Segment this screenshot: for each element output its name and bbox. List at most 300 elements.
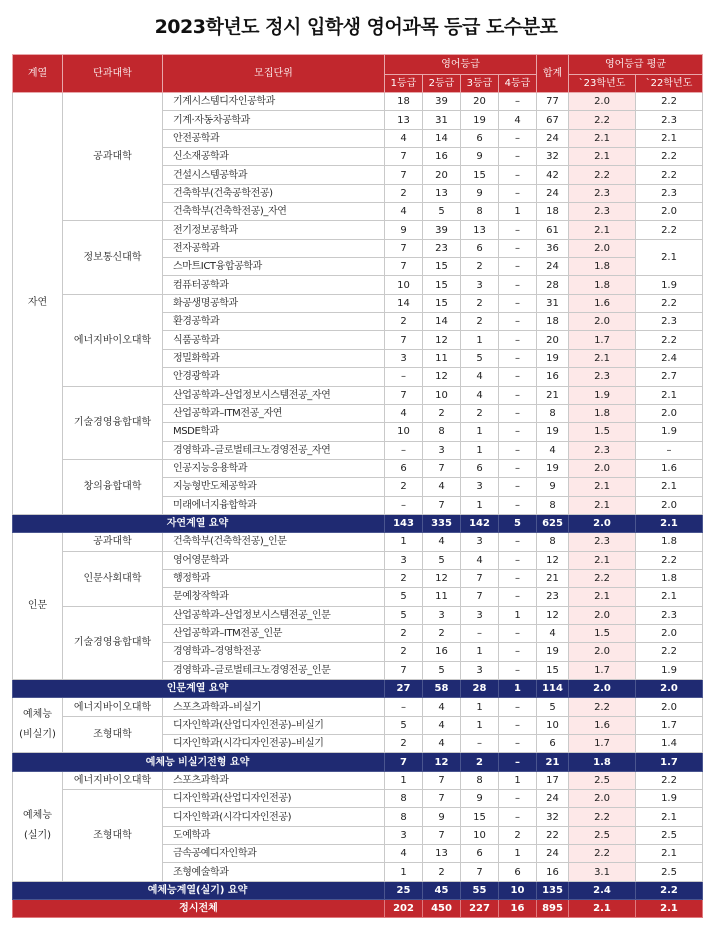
average-2023: 2.0 [569,239,636,257]
grade1-count: – [385,698,423,716]
header-average: 영어등급 평균 [569,55,703,75]
grade4-count: – [499,294,537,312]
unit-name: 경영학과–글로벌테크노경영전공_자연 [163,441,385,459]
grade1-count: 7 [385,148,423,166]
grade2-count: 11 [423,588,461,606]
sum-count: 32 [537,148,569,166]
sum-count: 24 [537,129,569,147]
average-2023: 2.5 [569,771,636,789]
grade1-count: 7 [385,386,423,404]
grade4-count: 1 [499,203,537,221]
grade1-count: 3 [385,551,423,569]
grade3-count: – [461,624,499,642]
grade3-count: 2 [461,313,499,331]
unit-name: 스마트ICT융합공학과 [163,258,385,276]
sum-count: 22 [537,826,569,844]
grade1-count: 202 [385,900,423,918]
grade1-count: 1 [385,533,423,551]
average-2022: 2.1 [636,239,703,276]
unit-name: 디자인학과(산업디자인전공) [163,790,385,808]
grade1-count: 13 [385,111,423,129]
summary-label: 정시전체 [13,900,385,918]
average-2023: 2.1 [569,148,636,166]
grade4-count: – [499,129,537,147]
sum-count: 625 [537,514,569,532]
group-label [13,698,63,753]
unit-name: 경영학과–글로벌테크노경영전공_인문 [163,661,385,679]
sum-count: 21 [537,569,569,587]
grade3-count: 8 [461,771,499,789]
average-2023: 2.0 [569,606,636,624]
average-2022: 2.1 [636,845,703,863]
grade4-count: – [499,404,537,422]
grade1-count: 8 [385,808,423,826]
header-sum: 합계 [537,55,569,93]
header-grade1: 1등급 [385,75,423,93]
average-2023: 1.8 [569,753,636,771]
grade4-count: 10 [499,881,537,899]
grade3-count: 6 [461,459,499,477]
grade3-count: 3 [461,478,499,496]
sum-count: 24 [537,845,569,863]
average-2023: 2.1 [569,221,636,239]
grade3-count: 9 [461,148,499,166]
unit-name: 스포츠과학과–비실기 [163,698,385,716]
grade4-count: – [499,716,537,734]
sum-count: 20 [537,331,569,349]
grade1-count: 18 [385,93,423,111]
grade4-count: – [499,423,537,441]
unit-name: 디자인학과(산업디자인전공)–비실기 [163,716,385,734]
college-label: 조형대학 [63,716,163,753]
grade3-count: 3 [461,276,499,294]
grade2-count: 3 [423,606,461,624]
grade2-count: 7 [423,826,461,844]
unit-name: 전기정보공학과 [163,221,385,239]
grade3-count: 1 [461,423,499,441]
college-label: 에너지바이오대학 [63,771,163,789]
grade4-count: – [499,368,537,386]
unit-name: 정밀화학과 [163,349,385,367]
average-2023: 2.0 [569,459,636,477]
sum-count: 18 [537,203,569,221]
summary [13,680,703,698]
header-grade3: 3등급 [461,75,499,93]
college-label: 에너지바이오대학 [63,294,163,386]
grade1-count: 2 [385,313,423,331]
sum-count: 16 [537,368,569,386]
grade4-count: – [499,258,537,276]
average-2023: 1.5 [569,423,636,441]
average-2023: 3.1 [569,863,636,881]
average-2022: 2.1 [636,129,703,147]
grade2-count: 58 [423,680,461,698]
grade4-count: – [499,239,537,257]
grade2-count: 12 [423,569,461,587]
grade3-count: 4 [461,551,499,569]
sum-count: 42 [537,166,569,184]
grade2-count: 16 [423,643,461,661]
grade3-count: 8 [461,203,499,221]
grade3-count: 15 [461,166,499,184]
unit-name: 신소재공학과 [163,148,385,166]
average-2023: 2.4 [569,881,636,899]
grade2-count: 15 [423,276,461,294]
average-2022: 1.8 [636,569,703,587]
average-2023: 2.3 [569,533,636,551]
average-2023: 2.0 [569,680,636,698]
grade4-count: 1 [499,771,537,789]
average-2023: 1.8 [569,404,636,422]
grade3-count: 3 [461,606,499,624]
table-row [13,790,703,808]
grade2-count: 13 [423,184,461,202]
grade3-count: 9 [461,790,499,808]
group-label: 인문 [13,533,63,680]
sum-count: 36 [537,239,569,257]
average-2022: 1.8 [636,533,703,551]
average-2022: 2.0 [636,404,703,422]
grade2-count: 3 [423,441,461,459]
grade1-count: 2 [385,569,423,587]
grade1-count: 7 [385,331,423,349]
grade2-count: 45 [423,881,461,899]
header-group: 계열 [13,55,63,93]
grade2-count: 12 [423,331,461,349]
sum-count: 5 [537,698,569,716]
summary-label: 예체능 비실기전형 요약 [13,753,385,771]
college-label: 조형대학 [63,790,163,882]
grade1-count: 7 [385,166,423,184]
grade4-count: – [499,790,537,808]
grade4-count: – [499,808,537,826]
grade1-count: 10 [385,276,423,294]
header-year-2023: `23학년도 [569,75,636,93]
unit-name: MSDE학과 [163,423,385,441]
summary-label: 자연계열 요약 [13,514,385,532]
grade3-count: 7 [461,863,499,881]
grade4-count: – [499,331,537,349]
average-2023: 2.5 [569,826,636,844]
group-label [13,771,63,881]
sum-count: 28 [537,276,569,294]
average-2022: 2.2 [636,93,703,111]
grade2-count: 23 [423,239,461,257]
grade3-count: 6 [461,845,499,863]
sum-count: 114 [537,680,569,698]
sum-count: 6 [537,735,569,753]
grade2-count: 5 [423,661,461,679]
average-2023: 2.2 [569,808,636,826]
unit-name: 산업공학과–ITM전공_인문 [163,624,385,642]
sum-count: 61 [537,221,569,239]
college-label: 기술경영융합대학 [63,386,163,459]
grade4-count: – [499,588,537,606]
average-2022: 2.2 [636,221,703,239]
grade3-count: 10 [461,826,499,844]
grade1-count: 1 [385,771,423,789]
average-2023: 2.1 [569,551,636,569]
average-2023: 2.0 [569,313,636,331]
grade2-count: 15 [423,294,461,312]
sum-count: 67 [537,111,569,129]
grade2-count: 14 [423,313,461,331]
sum-count: 15 [537,661,569,679]
grade3-count: 55 [461,881,499,899]
unit-name: 문예창작학과 [163,588,385,606]
table-row [13,771,703,789]
average-2022: 1.4 [636,735,703,753]
average-2023: 2.2 [569,111,636,129]
grade1-count: 2 [385,624,423,642]
grade4-count: – [499,148,537,166]
college-label: 정보통신대학 [63,221,163,294]
grade1-count: 2 [385,184,423,202]
average-2023: 2.0 [569,514,636,532]
summary [13,753,703,771]
unit-name: 컴퓨터공학과 [163,276,385,294]
average-2022: 2.2 [636,643,703,661]
grade1-count: 7 [385,753,423,771]
sum-count: 8 [537,533,569,551]
average-2023: 1.6 [569,294,636,312]
table-row [13,93,703,111]
sum-count: 21 [537,386,569,404]
average-2022: – [636,441,703,459]
average-2022: 2.3 [636,184,703,202]
grade2-count: 4 [423,698,461,716]
sum-count: 32 [537,808,569,826]
grade4-count: 5 [499,514,537,532]
unit-name: 지능형반도체공학과 [163,478,385,496]
sum-count: 77 [537,93,569,111]
average-2022: 2.2 [636,551,703,569]
sum-count: 19 [537,459,569,477]
grade4-count: – [499,313,537,331]
average-2023: 1.6 [569,716,636,734]
grade4-count: – [499,551,537,569]
grade1-count: 27 [385,680,423,698]
grade3-count: 1 [461,698,499,716]
average-2022: 2.5 [636,826,703,844]
grade2-count: 39 [423,221,461,239]
sum-count: 12 [537,551,569,569]
grade2-count: 7 [423,771,461,789]
average-2022: 2.1 [636,808,703,826]
table-row [13,386,703,404]
grade1-count: 9 [385,221,423,239]
grade1-count: 4 [385,129,423,147]
unit-name: 전자공학과 [163,239,385,257]
grade2-count: 4 [423,716,461,734]
average-2022: 1.9 [636,423,703,441]
grade3-count: 4 [461,368,499,386]
table-row [13,221,703,239]
sum-count: 4 [537,624,569,642]
header-english-grade: 영어등급 [385,55,537,75]
grade1-count: 4 [385,203,423,221]
grade4-count: – [499,386,537,404]
table-row [13,698,703,716]
grade3-count: 19 [461,111,499,129]
average-2022: 1.7 [636,716,703,734]
grade2-count: 31 [423,111,461,129]
grade3-count: 2 [461,294,499,312]
unit-name: 미래에너지융합학과 [163,496,385,514]
average-2023: 2.1 [569,349,636,367]
table-row [13,716,703,734]
sum-count: 8 [537,496,569,514]
average-2023: 2.0 [569,643,636,661]
grade4-count: – [499,441,537,459]
table-row [13,551,703,569]
average-2023: 2.0 [569,93,636,111]
summary [13,881,703,899]
table-row [13,606,703,624]
sum-count: 12 [537,606,569,624]
sum-count: 10 [537,716,569,734]
sum-count: 24 [537,258,569,276]
unit-name: 건축학부(건축학전공)_자연 [163,203,385,221]
average-2023: 2.2 [569,569,636,587]
grade2-count: 12 [423,368,461,386]
average-2023: 2.3 [569,203,636,221]
average-2022: 2.0 [636,698,703,716]
grade3-count: 7 [461,569,499,587]
summary-label: 예체능계열(실기) 요약 [13,881,385,899]
grade1-count: – [385,368,423,386]
grade1-count: 1 [385,863,423,881]
average-2022: 2.5 [636,863,703,881]
grade4-count: – [499,221,537,239]
average-2023: 2.1 [569,478,636,496]
grade2-count: 5 [423,203,461,221]
sum-count: 31 [537,294,569,312]
average-2023: 1.7 [569,331,636,349]
unit-name: 건축학부(건축공학전공) [163,184,385,202]
grade2-count: 7 [423,459,461,477]
grade2-count: 15 [423,258,461,276]
group-label-line2: (비실기) [19,729,56,741]
grade4-count: – [499,643,537,661]
grade2-count: 2 [423,404,461,422]
average-2023: 1.8 [569,258,636,276]
grade3-count: 7 [461,588,499,606]
grade3-count: 6 [461,129,499,147]
average-2023: 2.1 [569,129,636,147]
grade4-count: – [499,184,537,202]
grade1-count: – [385,441,423,459]
grade4-count: 6 [499,863,537,881]
table-row [13,294,703,312]
grade2-count: 14 [423,129,461,147]
sum-count: 24 [537,790,569,808]
grade2-count: 11 [423,349,461,367]
grade4-count: – [499,459,537,477]
grade2-count: 450 [423,900,461,918]
sum-count: 9 [537,478,569,496]
grade2-count: 4 [423,533,461,551]
grade2-count: 4 [423,478,461,496]
grade3-count: 2 [461,404,499,422]
grade3-count: 1 [461,441,499,459]
average-2023: 2.3 [569,441,636,459]
grade1-count: 7 [385,258,423,276]
average-2023: 1.7 [569,735,636,753]
grade2-count: 335 [423,514,461,532]
sum-count: 8 [537,404,569,422]
unit-name: 디자인학과(시각디자인전공)–비실기 [163,735,385,753]
grade3-count: 1 [461,716,499,734]
sum-count: 16 [537,863,569,881]
average-2022: 1.9 [636,276,703,294]
sum-count: 21 [537,753,569,771]
sum-count: 895 [537,900,569,918]
unit-name: 인공지능응용학과 [163,459,385,477]
average-2022: 2.0 [636,624,703,642]
unit-name: 건설시스템공학과 [163,166,385,184]
table-row [13,459,703,477]
average-2022: 1.9 [636,661,703,679]
average-2023: 2.1 [569,900,636,918]
grade4-count: – [499,533,537,551]
grade1-count: 10 [385,423,423,441]
grade1-count: 3 [385,826,423,844]
sum-count: 19 [537,349,569,367]
average-2023: 1.9 [569,386,636,404]
unit-name: 환경공학과 [163,313,385,331]
grade1-count: 8 [385,790,423,808]
average-2022: 1.6 [636,459,703,477]
college-label: 기술경영융합대학 [63,606,163,679]
grade2-count: 2 [423,624,461,642]
unit-name: 금속공예디자인학과 [163,845,385,863]
grade1-count: 3 [385,349,423,367]
header-unit: 모집단위 [163,55,385,93]
average-2022: 2.2 [636,148,703,166]
grade4-count: – [499,735,537,753]
sum-count: 17 [537,771,569,789]
grade1-count: 4 [385,404,423,422]
grade3-count: 227 [461,900,499,918]
grade1-count: 6 [385,459,423,477]
grade4-count: – [499,478,537,496]
group-label: 자연 [13,93,63,515]
grade2-count: 5 [423,551,461,569]
average-2022: 2.1 [636,478,703,496]
average-2023: 2.0 [569,790,636,808]
average-2022: 2.0 [636,496,703,514]
grade4-count: – [499,276,537,294]
grade4-count: 1 [499,845,537,863]
sum-count: 19 [537,643,569,661]
average-2023: 1.7 [569,661,636,679]
grade3-count: 1 [461,643,499,661]
grade2-count: 4 [423,735,461,753]
grade2-count: 12 [423,753,461,771]
grade1-count: 2 [385,643,423,661]
grade1-count: 25 [385,881,423,899]
grade4-count: – [499,349,537,367]
average-2022: 2.1 [636,386,703,404]
unit-name: 디자인학과(시각디자인전공) [163,808,385,826]
grade3-count: 1 [461,496,499,514]
grade4-count: – [499,661,537,679]
average-2022: 2.2 [636,294,703,312]
grade3-count: – [461,735,499,753]
summary [13,514,703,532]
college-label: 창의융합대학 [63,459,163,514]
